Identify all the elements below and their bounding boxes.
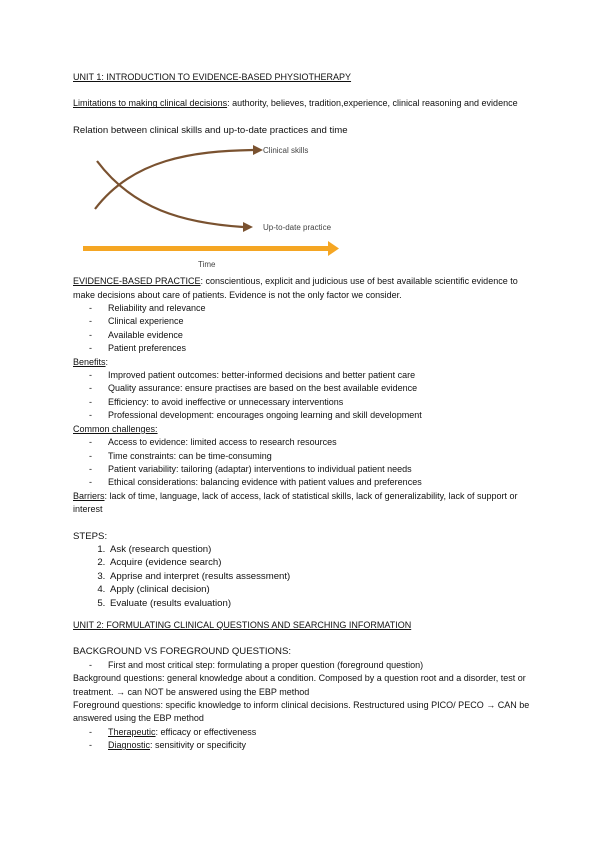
barriers-text: : lack of time, language, lack of access, lack of statistical skills, lack of generalizability, lack of support or interest (73, 490, 518, 515)
list-item: - Professional development: encourages ongoing learning and skill development (89, 409, 533, 422)
time-axis-arrowhead (328, 241, 339, 256)
list-item: 4. Apply (clinical decision) (108, 583, 533, 596)
barriers-label: Barriers (73, 490, 105, 501)
benefits-heading (73, 356, 533, 369)
therapeutic-text: : efficacy or effectiveness (155, 726, 257, 737)
question-types-list (73, 726, 533, 753)
steps-list (73, 543, 533, 610)
list-item: 5. Evaluate (results evaluation) (108, 597, 533, 610)
foreground-questions-paragraph: Foreground questions: specific knowledge to inform clinical decisions. Restructured using PICO/ PECO → CAN be answered using the EBP method (73, 700, 530, 724)
limitations-text: : authority, believes, tradition,experience, clinical reasoning and evidence (227, 98, 518, 109)
benefits-label: Benefits (73, 356, 106, 367)
skills-vs-time-diagram (73, 139, 353, 271)
list-item: - Available evidence (89, 329, 533, 342)
up-to-date-practice-arrowhead (243, 222, 253, 232)
time-axis-label: Time (198, 260, 216, 270)
list-item: 1. Ask (research question) (108, 543, 533, 556)
therapeutic-label: Therapeutic (108, 726, 156, 737)
clinical-skills-curve (95, 150, 253, 209)
unit1-title: UNIT 1: INTRODUCTION TO EVIDENCE-BASED PHYSIOTHERAPY (73, 72, 352, 82)
bg-fg-heading: BACKGROUND VS FOREGROUND QUESTIONS: (73, 646, 292, 658)
steps-heading: STEPS: (73, 530, 108, 542)
background-questions-paragraph: Background questions: general knowledge about a condition. Composed by a question root and a disorder, test or treatment. → can NOT be answered using the EBP method (73, 673, 526, 697)
list-item (89, 739, 533, 752)
list-item: - Efficiency: to avoid ineffective or unnecessary interventions (89, 396, 533, 409)
skills-vs-time-figure (73, 139, 353, 271)
ebp-label: EVIDENCE-BASED PRACTICE (73, 276, 201, 287)
bg-fg-list (73, 659, 533, 672)
list-item: - Ethical considerations: balancing evidence with patient values and preferences (89, 476, 533, 489)
benefits-list (73, 369, 533, 423)
clinical-skills-arrowhead (253, 145, 263, 155)
document-body (73, 71, 533, 753)
list-item: - Clinical experience (89, 315, 533, 328)
list-item: - Patient preferences (89, 342, 533, 355)
list-item: - Time constraints: can be time-consuming (89, 450, 533, 463)
limitations-label: Limitations to making clinical decisions (73, 98, 228, 109)
list-item: - Quality assurance: ensure practises are based on the best available evidence (89, 382, 533, 395)
barriers-paragraph (73, 490, 533, 517)
list-item: - Patient variability: tailoring (adaptar) interventions to individual patient needs (89, 463, 533, 476)
ebp-list (73, 302, 533, 356)
benefits-colon: : (105, 356, 109, 367)
list-item: 2. Acquire (evidence search) (108, 556, 533, 569)
list-item: - Improved patient outcomes: better-informed decisions and better patient care (89, 369, 533, 382)
up-to-date-practice-label: Up-to-date practice (263, 223, 332, 233)
list-item (89, 726, 533, 739)
limitations-paragraph (73, 97, 533, 110)
relation-heading: Relation between clinical skills and up-to-date practices and time (73, 124, 348, 136)
ebp-text: : conscientious, explicit and judicious use of best available scientific evidence to make decisions about care of patients. Evidence is not the only factor we consider. (73, 276, 518, 300)
challenges-list (73, 436, 533, 490)
up-to-date-practice-curve (97, 161, 243, 227)
list-item: 3. Apprise and interpret (results assessment) (108, 570, 533, 583)
challenges-heading: Common challenges: (73, 423, 158, 434)
list-item: - First and most critical step: formulating a proper question (foreground question) (89, 659, 533, 672)
list-item: - Reliability and relevance (89, 302, 533, 315)
list-item: - Access to evidence: limited access to research resources (89, 436, 533, 449)
diagnostic-text: : sensitivity or specificity (150, 740, 247, 751)
ebp-paragraph (73, 275, 533, 302)
time-axis-bar (83, 246, 328, 251)
clinical-skills-label: Clinical skills (263, 146, 309, 156)
unit2-title: UNIT 2: FORMULATING CLINICAL QUESTIONS AND SEARCHING INFORMATION (73, 619, 412, 630)
diagnostic-label: Diagnostic (108, 740, 151, 751)
